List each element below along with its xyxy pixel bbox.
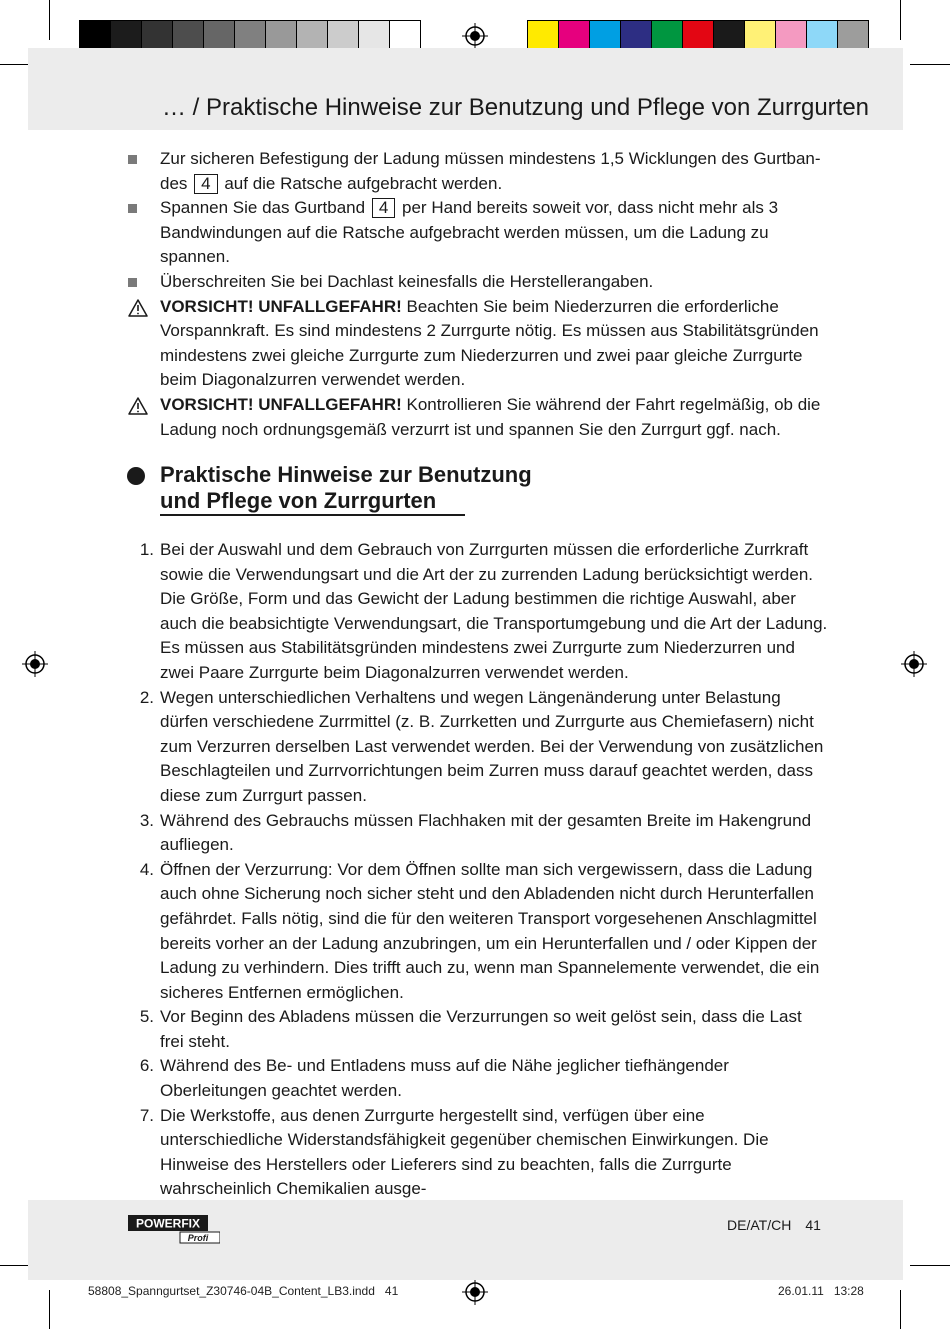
bullet-text: Kontrollieren Sie während der Fahrt regelmäßig, ob die Ladung noch ordnungsgemäß verzurrt ist und spannen Sie den Zurrgurt ggf. nach. (160, 394, 821, 439)
bullet-text: Zur sicheren Befestigung der Ladung müssen mindestens 1,5 Wicklungen des Gurtban- (160, 149, 821, 168)
numbered-item (128, 686, 828, 809)
section-title (160, 462, 532, 514)
warning-label: VORSICHT! UNFALLGEFAHR! (160, 296, 402, 316)
crop-mark (49, 0, 50, 40)
part-number-box: 4 (372, 198, 395, 218)
numbered-item (128, 809, 828, 858)
page-header-title: … / Praktische Hinweise zur Benutzung und Pflege von Zurrgurten (162, 94, 870, 121)
item-number: 5. (139, 1007, 154, 1027)
svg-text:Profi: Profi (187, 1233, 209, 1243)
crop-mark (910, 64, 950, 65)
warning-triangle-icon (128, 299, 148, 317)
crop-mark (910, 1265, 950, 1266)
item-text: Bei der Auswahl und dem Gebrauch von Zurrgurten müssen die erforderliche Zurrkraft sowie die Verwendungsart und die Art der zu zurrenden Ladung berücksichtigt werden. Die Größe, Form und das Gewicht der Ladung bestimmen die richtige Auswahl, aber auch die beabsichtigte Verwendungsart, die Transportumgebung und die Art der Ladung. Es müssen aus Stabilitätsgründen mindestens zwei Zurrgurte zum Niederzurren und zwei Paare Zurrgurte beim Diagonalzurren verwendet werden. (160, 540, 828, 682)
bullet-text: Beachten Sie beim Niederzurren die erforderliche Vorspannkraft. Es sind mindestens 2 Zurrgurte nötig. Es müssen aus Stabilitätsgründen mindestens zwei gleiche Zurrgurte zum Niederzurren und zwei paar gleiche Zurrgurte beim Diagonalzurren verwendet werden. (160, 296, 819, 390)
item-number: 4. (139, 859, 154, 879)
item-text: Während des Gebrauchs müssen Flachhaken mit der gesamten Breite im Hakengrund aufliegen. (160, 810, 812, 855)
item-number: 2. (139, 687, 154, 707)
section-title-underline (160, 514, 465, 516)
warning-label: VORSICHT! UNFALLGEFAHR! (160, 394, 402, 414)
numbered-item (128, 1104, 828, 1202)
item-text: Wegen unterschiedlichen Verhaltens und wegen Längenänderung unter Belastung dürfen verschiedene Zurrmittel (z. B. Zurrketten und Zurrgurte aus Chemiefasern) nicht zum Verzurren derselben Last verwendet werden. Bei der Verwendung von zusätzlichen Beschlagteilen und Zurrvorrichtungen beim Zurren muss darauf geachtet werden, dass diese zum Zurrgurt passen. (160, 687, 824, 805)
bullet-text: des (160, 173, 193, 193)
registration-mark-icon (462, 1279, 488, 1305)
slug-filename: 58808_Spanngurtset_Z30746-04B_Content_LB3.indd 41 (88, 1284, 399, 1298)
part-number-box: 4 (194, 174, 217, 194)
numbered-item (128, 1054, 828, 1103)
item-number: 1. (139, 540, 154, 559)
crop-mark (49, 1290, 50, 1329)
registration-mark-icon (462, 23, 488, 49)
bullet-text: auf die Ratsche aufgebracht werden. (219, 173, 503, 193)
item-text: Während des Be- und Entladens muss auf die Nähe jeglicher tiefhängender Oberleitungen geachtet werden. (160, 1056, 729, 1101)
item-number: 6. (139, 1056, 154, 1076)
numbered-item (128, 858, 828, 1006)
bullet-text: Spannen Sie das Gurtband (160, 198, 370, 218)
warning-item (128, 393, 828, 442)
powerfix-logo (128, 1215, 220, 1245)
instruction-bullet-list (128, 147, 828, 442)
item-text: Die Werkstoffe, aus denen Zurrgurte hergestellt sind, verfügen über eine unterschiedliche Widerstandsfähigkeit gegenüber chemischen Einwirkungen. Die Hinweise des Herstellers oder Lieferers sind zu beachten, falls die Zurrgurte wahrscheinlich Chemikalien ausge- (160, 1105, 769, 1199)
slug-date: 26.01.11 13:28 (778, 1284, 864, 1298)
registration-mark-icon (901, 651, 927, 677)
item-text: Vor Beginn des Abladens müssen die Verzurrungen so weit gelöst sein, dass die Last frei steht. (160, 1007, 802, 1051)
item-number: 3. (139, 810, 154, 830)
registration-mark-icon (22, 651, 48, 677)
page-info (727, 1217, 821, 1233)
bullet-item (128, 196, 828, 270)
square-bullet-icon (128, 204, 137, 213)
locale-label: DE/AT/CH (727, 1217, 792, 1233)
square-bullet-icon (128, 155, 137, 164)
bullet-item (128, 270, 828, 295)
bullet-text: Überschreiten Sie bei Dachlast keinesfalls die Herstellerangaben. (160, 271, 654, 291)
page-number: 41 (805, 1217, 821, 1233)
warning-item (128, 295, 828, 393)
crop-mark (900, 0, 901, 40)
item-text: Öffnen der Verzurrung: Vor dem Öffnen sollte man sich vergewissern, dass die Ladung auch ohne Sicherung noch sicher steht und den Abladenden nicht durch Herunterfallen gefährdet. Falls nötig, sind die für den weiteren Transport vorgesehenen Anschlagmittel bereits vorher an der Ladung anzubringen, um ein Herunterfallen und / oder Kippen der Ladung zu verhindern. Dies trifft auch zu, wenn man Spannelemente verwendet, die ein sicheres Entfernen ermöglichen. (160, 859, 820, 1002)
section-title-line: Praktische Hinweise zur Benutzung (160, 462, 532, 487)
warning-triangle-icon (128, 397, 148, 415)
numbered-item (128, 1005, 828, 1054)
crop-mark (900, 1290, 901, 1329)
care-instructions-list (128, 538, 828, 1202)
square-bullet-icon (128, 278, 137, 287)
numbered-item (128, 538, 828, 686)
bullet-item (128, 147, 828, 196)
section-bullet-icon (127, 467, 145, 485)
item-number: 7. (139, 1105, 154, 1125)
svg-text:POWERFIX: POWERFIX (135, 1216, 201, 1231)
bullet-text: per Hand bereits soweit vor, dass nicht mehr als 3 Bandwindungen auf die Ratsche aufgebracht werden müssen, um die Ladung zu spannen. (160, 198, 779, 267)
section-title-line: und Pflege von Zurrgurten (160, 488, 437, 513)
